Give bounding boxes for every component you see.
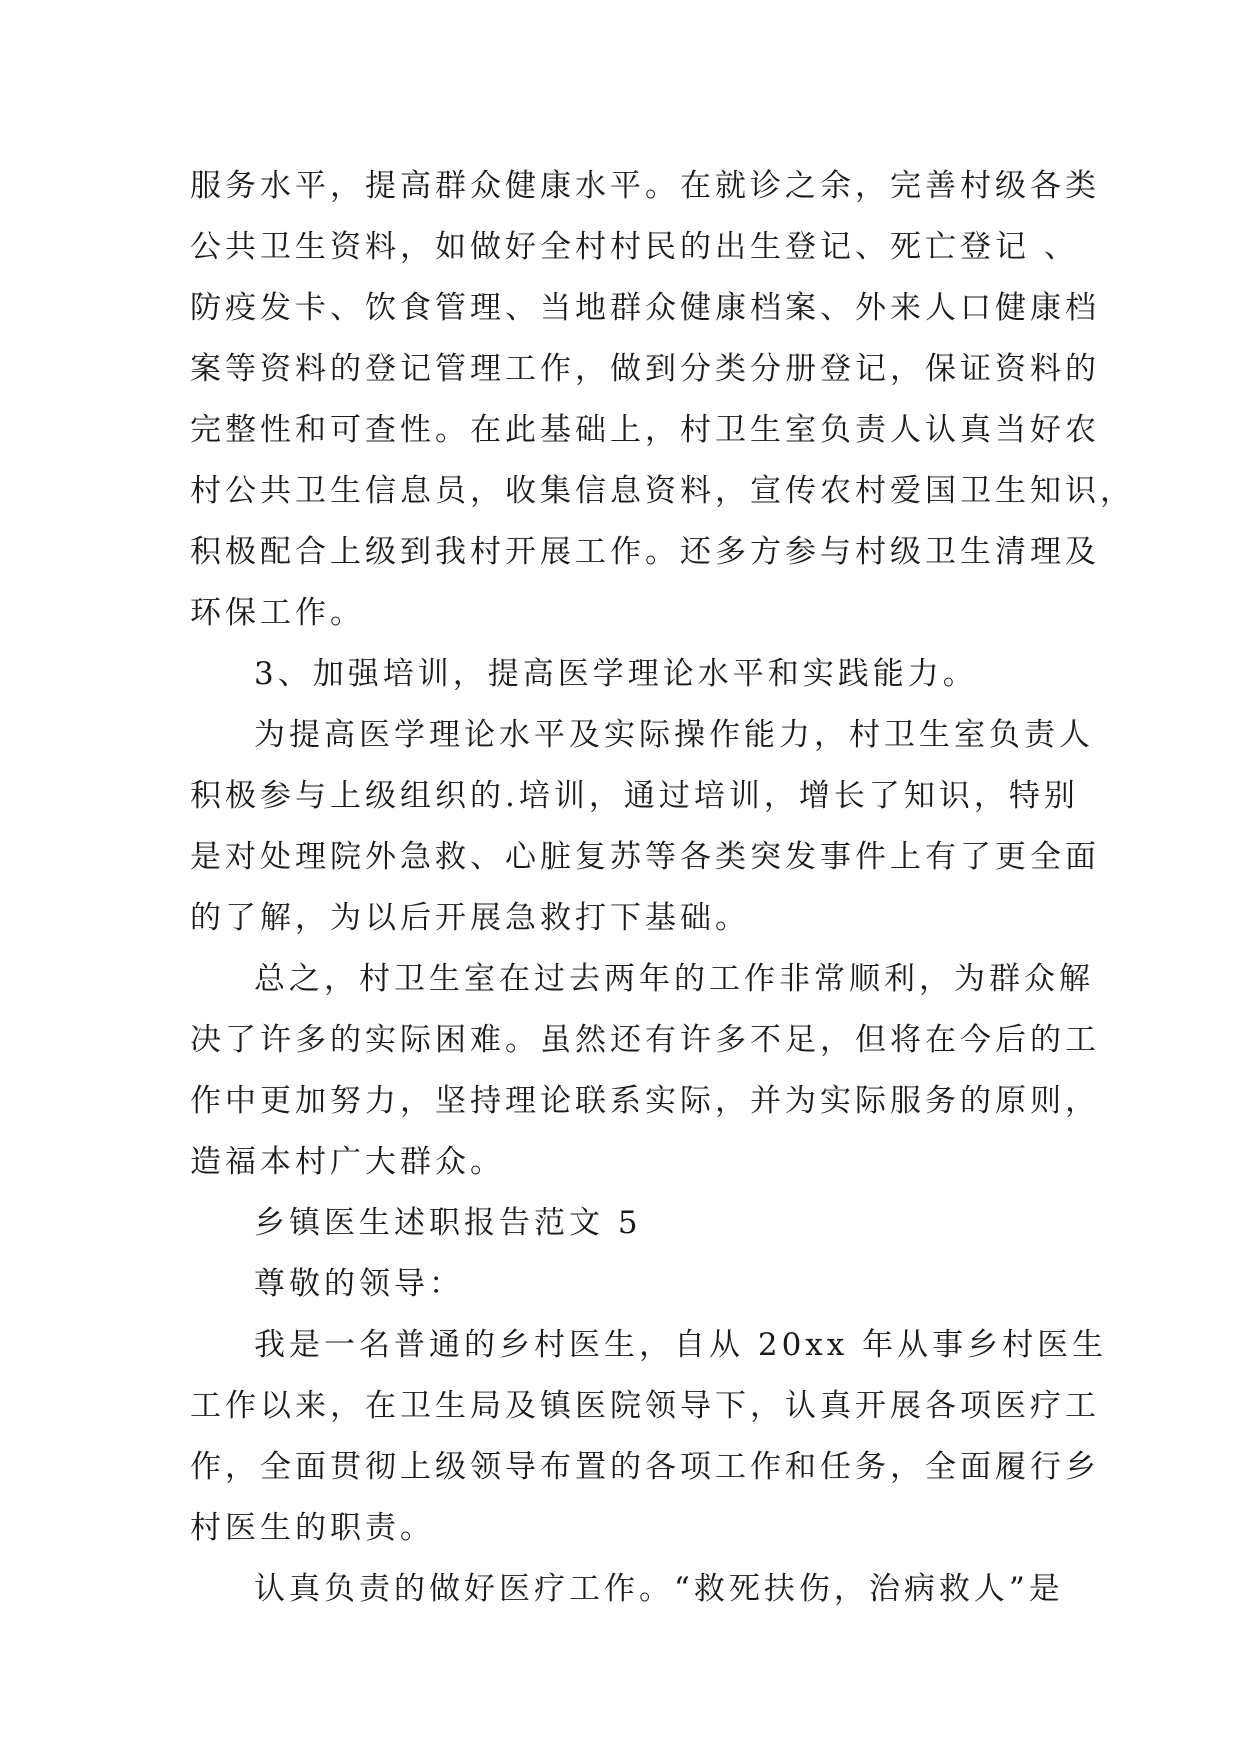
text-line: 作，全面贯彻上级领导布置的各项工作和任务，全面履行乡 [190, 1449, 1100, 1485]
text-line: 环保工作。 [190, 595, 365, 631]
text-line: 是对处理院外急救、心脏复苏等各类突发事件上有了更全面 [190, 839, 1100, 875]
document-body [190, 156, 1135, 1620]
text-line: 案等资料的登记管理工作，做到分类分册登记，保证资料的 [190, 351, 1100, 387]
text-line: 防疫发卡、饮食管理、当地群众健康档案、外来人口健康档 [190, 290, 1100, 326]
text-line: 总之，村卫生室在过去两年的工作非常顺利，为群众解 [254, 961, 1094, 997]
text-line: 为提高医学理论水平及实际操作能力，村卫生室负责人 [254, 717, 1094, 753]
text-line: 认真负责的做好医疗工作。“救死扶伤，治病救人”是 [254, 1571, 1064, 1607]
section-heading: 3、加强培训，提高医学理论水平和实践能力。 [254, 656, 978, 692]
text-line: 积极参与上级组织的.培训，通过培训，增长了知识，特别 [190, 778, 1079, 814]
text-line: 公共卫生资料，如做好全村村民的出生登记、死亡登记 、 [190, 229, 1079, 265]
salutation: 尊敬的领导： [254, 1266, 464, 1302]
text-line: 的了解，为以后开展急救打下基础。 [190, 900, 750, 936]
text-line: 村公共卫生信息员，收集信息资料，宣传农村爱国卫生知识， [190, 473, 1135, 509]
text-line: 服务水平，提高群众健康水平。在就诊之余，完善村级各类 [190, 168, 1100, 204]
text-line: 决了许多的实际困难。虽然还有许多不足，但将在今后的工 [190, 1022, 1100, 1058]
text-line: 作中更加努力，坚持理论联系实际，并为实际服务的原则， [190, 1083, 1100, 1119]
text-line: 完整性和可查性。在此基础上，村卫生室负责人认真当好农 [190, 412, 1100, 448]
text-line: 积极配合上级到我村开展工作。还多方参与村级卫生清理及 [190, 534, 1100, 570]
text-line: 村医生的职责。 [190, 1510, 435, 1546]
text-line: 工作以来，在卫生局及镇医院领导下，认真开展各项医疗工 [190, 1388, 1100, 1424]
document-title: 乡镇医生述职报告范文 5 [254, 1205, 642, 1241]
text-line: 我是一名普通的乡村医生，自从 20xx 年从事乡村医生 [254, 1327, 1108, 1363]
text-line: 造福本村广大群众。 [190, 1144, 505, 1180]
